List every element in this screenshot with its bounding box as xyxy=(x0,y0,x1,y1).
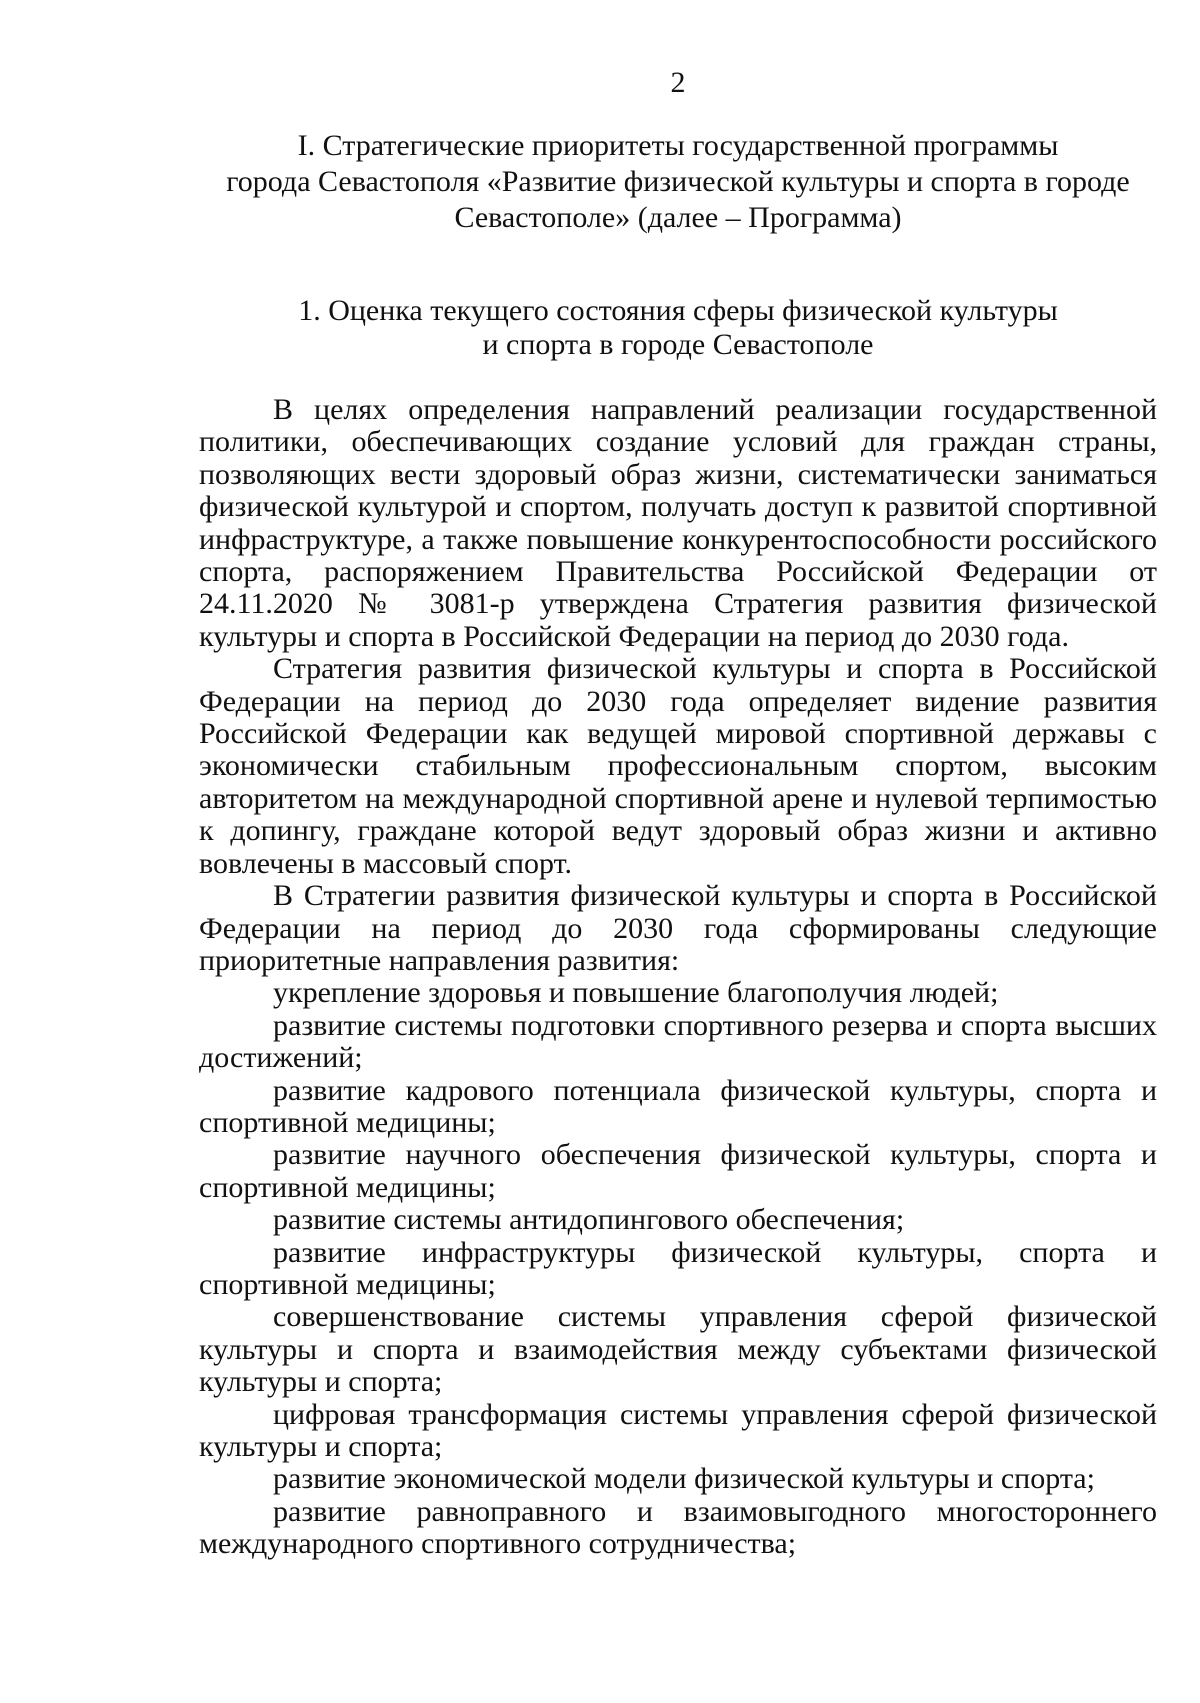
subsection-heading-line: и спорта в городе Севастополе xyxy=(482,328,874,361)
priority-item: укрепление здоровья и повышение благополучия людей; xyxy=(273,976,999,1010)
priority-item: развитие кадрового потенциала физической культуры, спорта и спортивной медицины; xyxy=(199,1073,1157,1139)
section-heading-line: города Севастополя «Развитие физической культуры и спорта в городе xyxy=(226,165,1130,198)
subsection-heading-line: 1. Оценка текущего состояния сферы физической культуры xyxy=(298,294,1058,327)
priority-item: развитие равноправного и взаимовыгодного многостороннего международного спортивного сотрудничества; xyxy=(199,1494,1157,1561)
page-number: 2 xyxy=(670,66,686,99)
body-text xyxy=(199,394,1157,1561)
section-heading xyxy=(0,128,1200,236)
priority-item: развитие инфраструктуры физической культуры, спорта и спортивной медицины; xyxy=(199,1235,1157,1301)
section-heading-line: I. Стратегические приоритеты государственной программы xyxy=(297,129,1059,162)
priority-item: развитие научного обеспечения физической культуры, спорта и спортивной медицины; xyxy=(199,1138,1157,1204)
priority-item: развитие системы антидопингового обеспечения; xyxy=(273,1203,905,1237)
paragraph: В Стратегии развития физической культуры и спорта в Российской Федерации на период до 2030 года сформированы следующие приоритетные направления развития: xyxy=(199,879,1157,977)
priority-item: совершенствование системы управления сферой физической культуры и спорта и взаимодействия между субъектами физической культуры и спорта; xyxy=(199,1300,1157,1399)
priority-item: развитие системы подготовки спортивного резерва и спорта высших достижений; xyxy=(199,1008,1157,1075)
paragraph: Стратегия развития физической культуры и спорта в Российской Федерации на период до 2030 года определяет видение развития Российской Федерации как ведущей мировой спортивной державы с экономически стабильным профессиональным спортом, высоким авторитетом на международной спортивной арене и нулевой терпимостью к допингу, граждане которой ведут здоровый образ жизни и активно вовлечены в массовый спорт. xyxy=(199,652,1157,880)
paragraph: В целях определения направлений реализации государственной политики, обеспечивающих создание условий для граждан страны, позволяющих вести здоровый образ жизни, систематически заниматься физической культурой и спортом, получать доступ к развитой спортивной инфраструктуре, а также повышение конкурентоспособности российского спорта, распоряжением Правительства Российской Федерации от 24.11.2020 № 3081-р утверждена Стратегия развития физической культуры и спорта в Российской Федерации на период до 2030 года. xyxy=(199,393,1157,653)
subsection-heading xyxy=(0,294,1200,362)
section-heading-line: Севастополе» (далее – Программа) xyxy=(454,201,902,234)
priority-item: цифровая трансформация системы управления сферой физической культуры и спорта; xyxy=(199,1397,1157,1463)
priority-item: развитие экономической модели физической культуры и спорта; xyxy=(273,1462,1095,1496)
